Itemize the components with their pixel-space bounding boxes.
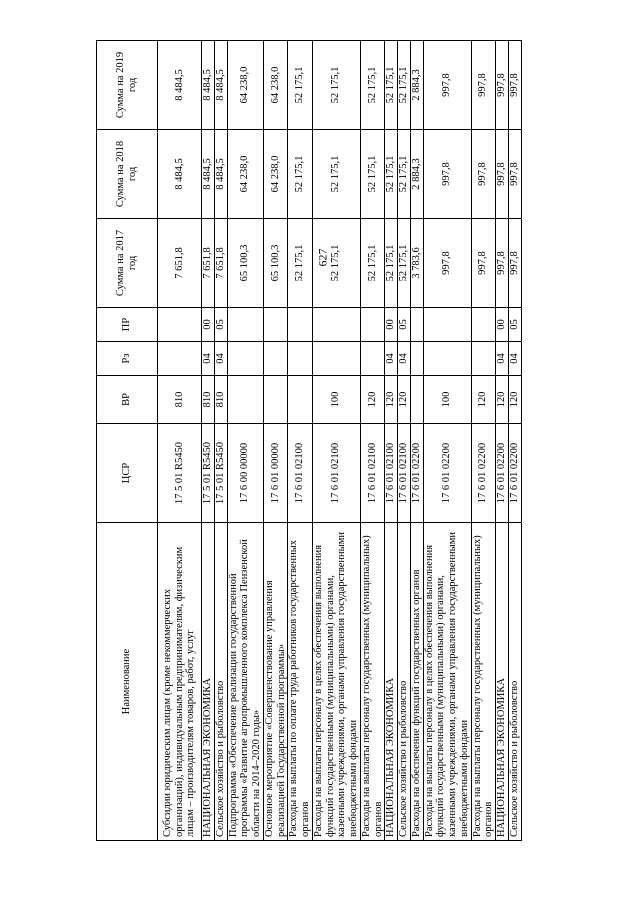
row-pr [288, 308, 313, 342]
row-sum-2017: 3 783,6 [410, 219, 423, 308]
row-sum-2017: 65 100,3 [227, 219, 263, 308]
row-sum-2019: 52 175,1 [398, 41, 411, 130]
row-csr: 17 6 01 02100 [385, 424, 398, 523]
row-pr [227, 308, 263, 342]
header-sum-2019: Сумма на 2019 год [97, 41, 158, 130]
table-row [214, 41, 227, 841]
row-pr [471, 308, 496, 342]
row-name: Основное мероприятие «Совершенствование управления реализацией Государственной программы» [263, 523, 288, 841]
header-sum-2018: Сумма на 2018 год [97, 130, 158, 219]
row-csr: 17 6 01 02100 [288, 424, 313, 523]
row-vr: 120 [360, 376, 385, 424]
table-row [496, 41, 509, 841]
row-vr: 120 [398, 376, 411, 424]
row-csr: 17 6 00 00000 [227, 424, 263, 523]
row-vr: 120 [508, 376, 521, 424]
row-vr: 100 [312, 376, 360, 424]
row-rz [227, 342, 263, 376]
row-vr: 120 [385, 376, 398, 424]
page-number: 627 [315, 248, 330, 267]
row-pr: 05 [508, 308, 521, 342]
row-sum-2018: 997,8 [496, 130, 509, 219]
row-name: Сельское хозяйство и рыболовство [398, 523, 411, 841]
row-sum-2018: 8 484,5 [202, 130, 215, 219]
row-sum-2017: 52 175,1 [360, 219, 385, 308]
row-sum-2018: 8 484,5 [158, 130, 202, 219]
table-row [263, 41, 288, 841]
row-sum-2017: 52 175,1 [288, 219, 313, 308]
row-sum-2019: 64 238,0 [263, 41, 288, 130]
table-row [288, 41, 313, 841]
row-name: НАЦИОНАЛЬНАЯ ЭКОНОМИКА [202, 523, 215, 841]
row-name: Расходы на выплаты по оплате труда работников государственных органов [288, 523, 313, 841]
row-sum-2018: 2 884,3 [410, 130, 423, 219]
row-pr [263, 308, 288, 342]
table-header-row [97, 41, 158, 841]
row-pr: 00 [496, 308, 509, 342]
row-csr: 17 5 01 R5450 [214, 424, 227, 523]
table-row [508, 41, 521, 841]
row-vr [410, 376, 423, 424]
row-sum-2018: 64 238,0 [263, 130, 288, 219]
row-pr [410, 308, 423, 342]
row-name: Расходы на выплаты персоналу государственных (муниципальных) органов [471, 523, 496, 841]
row-vr [227, 376, 263, 424]
row-pr [158, 308, 202, 342]
row-sum-2019: 52 175,1 [288, 41, 313, 130]
row-sum-2018: 64 238,0 [227, 130, 263, 219]
row-name: НАЦИОНАЛЬНАЯ ЭКОНОМИКА [496, 523, 509, 841]
row-pr: 05 [214, 308, 227, 342]
row-rz: 04 [202, 342, 215, 376]
row-vr: 120 [471, 376, 496, 424]
row-sum-2018: 52 175,1 [385, 130, 398, 219]
row-sum-2018: 997,8 [423, 130, 471, 219]
row-rz: 04 [385, 342, 398, 376]
row-pr: 05 [398, 308, 411, 342]
row-csr: 17 6 01 02200 [423, 424, 471, 523]
row-name: Расходы на обеспечение функций государственных органов [410, 523, 423, 841]
table-row [385, 41, 398, 841]
row-csr: 17 6 01 02200 [471, 424, 496, 523]
row-name: Подпрограмма «Обеспечение реализации государственной программы «Развитие агропромышленного комплекса Пензенской области на 2014–2020 годы» [227, 523, 263, 841]
table-row [471, 41, 496, 841]
row-sum-2019: 8 484,5 [214, 41, 227, 130]
row-csr: 17 6 01 02200 [410, 424, 423, 523]
row-csr: 17 5 01 R5450 [202, 424, 215, 523]
row-sum-2018: 997,8 [508, 130, 521, 219]
row-csr: 17 6 01 02100 [398, 424, 411, 523]
row-rz: 04 [496, 342, 509, 376]
row-sum-2019: 997,8 [508, 41, 521, 130]
row-sum-2018: 52 175,1 [398, 130, 411, 219]
row-sum-2017: 997,8 [471, 219, 496, 308]
row-sum-2019: 52 175,1 [385, 41, 398, 130]
row-csr: 17 6 01 02200 [496, 424, 509, 523]
row-name: Расходы на выплаты персоналу в целях обеспечения выполнения функций государственными (муниципальными) органами, казенными учреждениями, органами управления государственными внебюджетными фондами [423, 523, 471, 841]
row-name: НАЦИОНАЛЬНАЯ ЭКОНОМИКА [385, 523, 398, 841]
row-sum-2017: 52 175,1 [398, 219, 411, 308]
budget-table-container [96, 41, 546, 841]
row-name: Сельское хозяйство и рыболовство [214, 523, 227, 841]
table-row [410, 41, 423, 841]
table-row [423, 41, 471, 841]
row-name: Сельское хозяйство и рыболовство [508, 523, 521, 841]
row-sum-2017: 997,8 [423, 219, 471, 308]
row-sum-2017: 997,8 [496, 219, 509, 308]
header-name: Наименование [97, 523, 158, 841]
row-rz [158, 342, 202, 376]
row-vr: 810 [158, 376, 202, 424]
table-row [227, 41, 263, 841]
row-rz [263, 342, 288, 376]
row-sum-2019: 52 175,1 [312, 41, 360, 130]
table-row [360, 41, 385, 841]
row-sum-2018: 52 175,1 [360, 130, 385, 219]
row-rz [360, 342, 385, 376]
budget-table [96, 40, 522, 841]
table-body [158, 41, 522, 841]
row-rz [312, 342, 360, 376]
row-pr [312, 308, 360, 342]
row-rz [410, 342, 423, 376]
row-rz [471, 342, 496, 376]
row-sum-2018: 52 175,1 [288, 130, 313, 219]
table-row [202, 41, 215, 841]
header-rz: Рз [97, 342, 158, 376]
row-pr [423, 308, 471, 342]
row-sum-2017: 7 651,8 [202, 219, 215, 308]
row-sum-2017: 7 651,8 [158, 219, 202, 308]
table-row [312, 41, 360, 841]
row-vr: 810 [202, 376, 215, 424]
row-rz: 04 [214, 342, 227, 376]
header-csr: ЦСР [97, 424, 158, 523]
row-sum-2017: 52 175,1 [312, 219, 360, 308]
row-vr [263, 376, 288, 424]
header-sum-2017: Сумма на 2017 год [97, 219, 158, 308]
row-vr: 100 [423, 376, 471, 424]
row-csr: 17 6 01 00000 [263, 424, 288, 523]
row-sum-2018: 997,8 [471, 130, 496, 219]
row-csr: 17 6 01 02100 [312, 424, 360, 523]
header-vr: ВР [97, 376, 158, 424]
row-sum-2017: 65 100,3 [263, 219, 288, 308]
row-pr [360, 308, 385, 342]
row-sum-2017: 997,8 [508, 219, 521, 308]
row-sum-2019: 8 484,5 [158, 41, 202, 130]
row-name: Субсидии юридическим лицам (кроме некоммерческих организаций), индивидуальным предпринимателям, физическим лицам – производителям товаров, работ, услуг [158, 523, 202, 841]
row-csr: 17 6 01 02200 [508, 424, 521, 523]
header-pr: ПР [97, 308, 158, 342]
row-rz: 04 [398, 342, 411, 376]
row-name: Расходы на выплаты персоналу государственных (муниципальных) органов [360, 523, 385, 841]
row-sum-2017: 7 651,8 [214, 219, 227, 308]
row-vr: 810 [214, 376, 227, 424]
row-sum-2019: 64 238,0 [227, 41, 263, 130]
row-rz [423, 342, 471, 376]
row-sum-2019: 2 884,3 [410, 41, 423, 130]
row-csr: 17 5 01 R5450 [158, 424, 202, 523]
row-sum-2019: 997,8 [496, 41, 509, 130]
row-sum-2019: 997,8 [471, 41, 496, 130]
row-rz [288, 342, 313, 376]
row-rz: 04 [508, 342, 521, 376]
row-sum-2019: 997,8 [423, 41, 471, 130]
row-pr: 00 [202, 308, 215, 342]
row-sum-2019: 52 175,1 [360, 41, 385, 130]
table-row [398, 41, 411, 841]
row-sum-2019: 8 484,5 [202, 41, 215, 130]
row-sum-2018: 8 484,5 [214, 130, 227, 219]
row-sum-2017: 52 175,1 [385, 219, 398, 308]
row-vr: 120 [496, 376, 509, 424]
table-row [158, 41, 202, 841]
row-name: Расходы на выплаты персоналу в целях обеспечения выполнения функций государственными (муниципальными) органами, казенными учреждениями, органами управления государственными внебюджетными фондами [312, 523, 360, 841]
row-vr [288, 376, 313, 424]
row-sum-2018: 52 175,1 [312, 130, 360, 219]
row-csr: 17 6 01 02100 [360, 424, 385, 523]
row-pr: 00 [385, 308, 398, 342]
